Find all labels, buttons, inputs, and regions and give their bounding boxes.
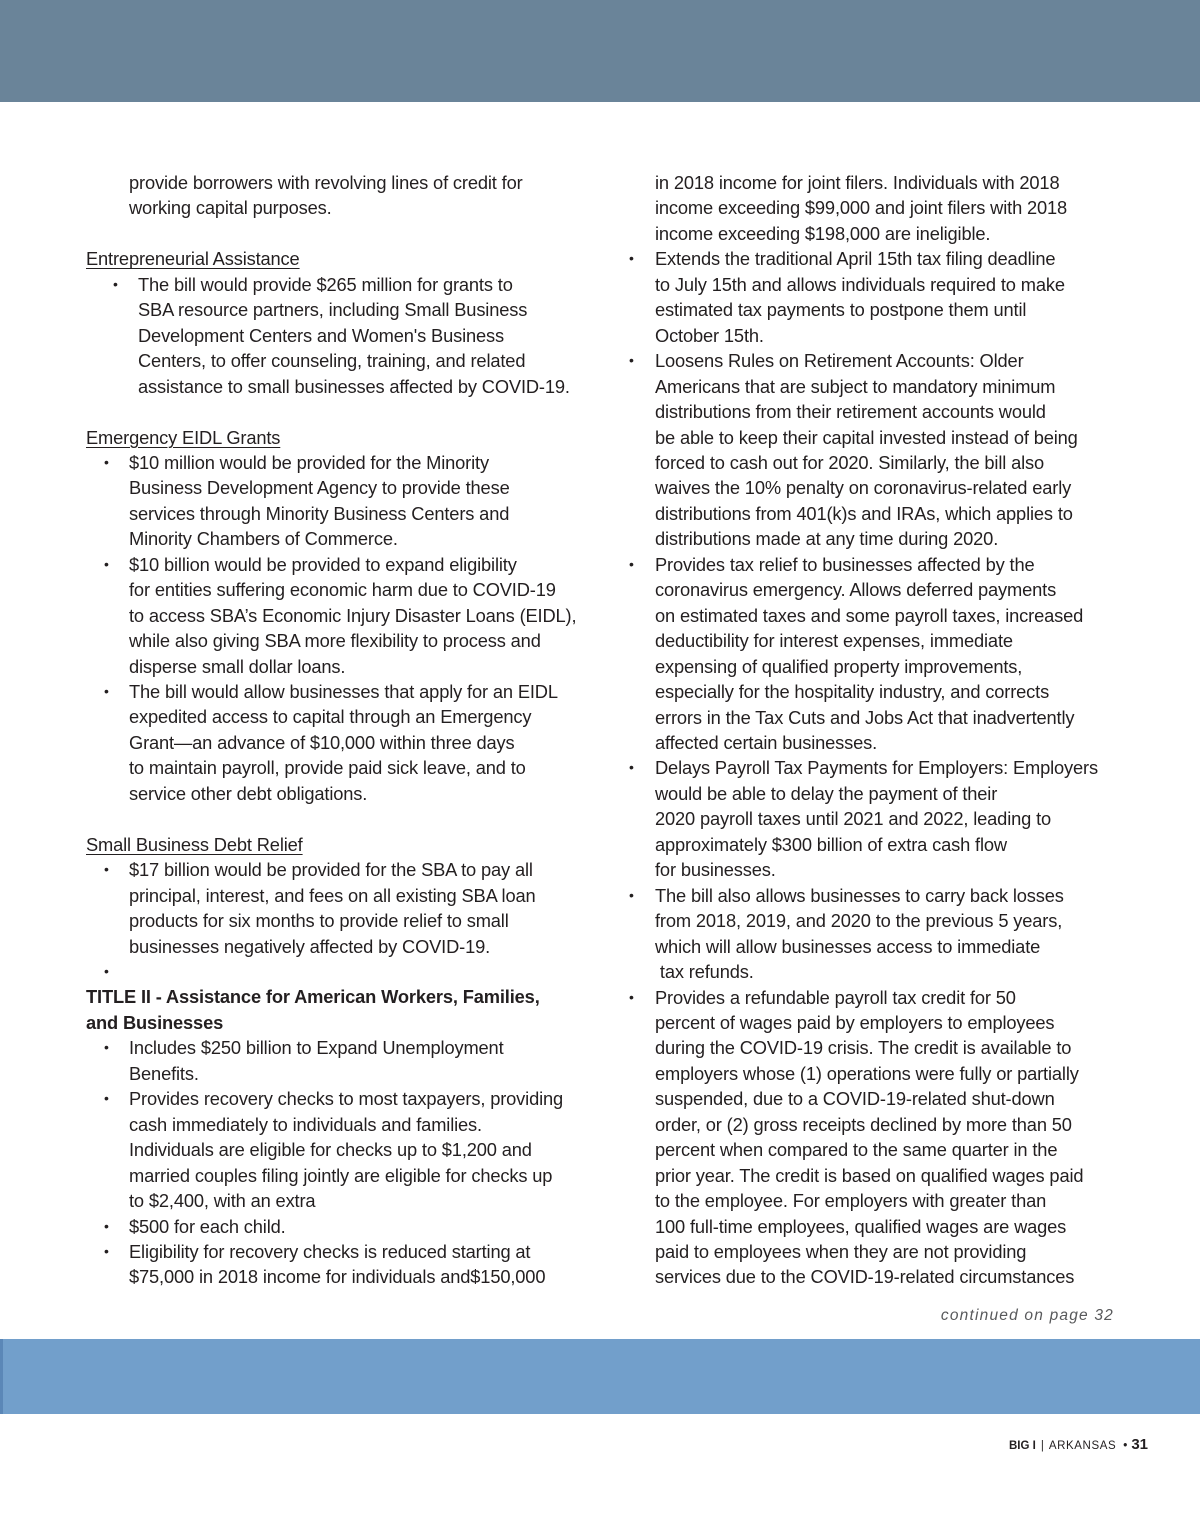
text-line: $500 for each child. (129, 1215, 286, 1237)
text-line: Business Development Agency to provide these (129, 477, 510, 499)
footer-state: ARKANSAS (1048, 1440, 1117, 1452)
text-line: services due to the COVID-19-related circumstances (655, 1266, 1075, 1288)
band-edge (0, 1339, 3, 1414)
bullet-icon: • (629, 352, 634, 369)
text-line: waives the 10% penalty on coronavirus-related early (655, 477, 1072, 499)
text-line: Development Centers and Women's Business (138, 324, 505, 346)
text-line: forced to cash out for 2020. Similarly, the bill also (655, 451, 1045, 473)
page-footer (1009, 1436, 1148, 1453)
text-line: percent of wages paid by employers to employees (655, 1011, 1055, 1033)
text-line: cash immediately to individuals and families. (129, 1113, 482, 1135)
left-intro-paragraph (86, 170, 606, 221)
bullet-icon: • (104, 1039, 109, 1056)
bullet-icon: • (104, 1242, 109, 1259)
text-line: errors in the Tax Cuts and Jobs Act that inadvertently (655, 706, 1075, 728)
text-line: employers whose (1) operations were fully or partially (655, 1062, 1079, 1084)
bullet-list (629, 246, 1122, 1290)
text-line: Americans that are subject to mandatory minimum (655, 375, 1056, 397)
text-line: affected certain businesses. (655, 731, 878, 753)
right-column (629, 170, 1122, 1290)
bullet-icon: • (629, 250, 634, 267)
bottom-decor-band (0, 1339, 1200, 1414)
text-line: approximately $300 billion of extra cash flow (655, 833, 1007, 855)
text-line: Individuals are eligible for checks up to $1,200 and (129, 1139, 532, 1161)
text-line: services through Minority Business Centers and (129, 502, 510, 524)
text-line: to the employee. For employers with greater than (655, 1190, 1047, 1212)
bullet-icon: • (629, 988, 634, 1005)
text-line: service other debt obligations. (129, 782, 368, 804)
bullet-icon: • (104, 1090, 109, 1107)
right-intro-paragraph (632, 170, 1122, 246)
list-item (86, 1035, 606, 1086)
text-line: coronavirus emergency. Allows deferred payments (655, 579, 1057, 601)
text-line: prior year. The credit is based on qualified wages paid (655, 1164, 1084, 1186)
text-line: and Businesses (86, 1011, 224, 1033)
text-line: on estimated taxes and some payroll taxes, increased (655, 604, 1084, 626)
section-heading-emergency-eidl-grants: Emergency EIDL Grants (86, 426, 281, 448)
text-line: Loosens Rules on Retirement Accounts: Older (655, 350, 1024, 372)
list-item (629, 755, 1122, 882)
text-line: Benefits. (129, 1062, 199, 1084)
text-line: to maintain payroll, provide paid sick leave, and to (129, 757, 526, 779)
text-line: income exceeding $198,000 are ineligible. (655, 222, 991, 244)
text-line: The bill would provide $265 million for grants to (138, 273, 513, 295)
text-line: especially for the hospitality industry, and corrects (655, 681, 1050, 703)
list-item (86, 552, 606, 679)
text-line: Eligibility for recovery checks is reduced starting at (129, 1240, 531, 1262)
list-item (629, 246, 1122, 348)
bullet-icon: • (104, 683, 109, 700)
text-line: $10 billion would be provided to expand eligibility (129, 553, 517, 575)
text-line: The bill would allow businesses that apply for an EIDL (129, 681, 558, 703)
section-heading-small-business-debt-relief: Small Business Debt Relief (86, 833, 303, 855)
bullet-icon: • (104, 1217, 109, 1234)
text-line: Provides a refundable payroll tax credit for 50 (655, 986, 1016, 1008)
text-line: 100 full-time employees, qualified wages are wages (655, 1215, 1067, 1237)
top-header-band (0, 0, 1200, 102)
text-line: assistance to small businesses affected by COVID-19. (138, 375, 570, 397)
text-line: $17 billion would be provided for the SBA to pay all (129, 859, 533, 881)
list-item (86, 1239, 606, 1290)
text-line: Provides recovery checks to most taxpayers, providing (129, 1088, 564, 1110)
text-line: Grant—an advance of $10,000 within three days (129, 731, 515, 753)
text-line: provide borrowers with revolving lines of credit for (129, 172, 523, 193)
text-line: expedited access to capital through an Emergency (129, 706, 532, 728)
bullet-icon: • (104, 555, 109, 572)
text-line: income exceeding $99,000 and joint filers with 2018 (655, 197, 1068, 219)
text-line: deductibility for interest expenses, immediate (655, 630, 1013, 652)
text-line: estimated tax payments to postpone them until (655, 299, 1027, 321)
text-line: to access SBA’s Economic Injury Disaster Loans (EIDL), (129, 604, 577, 626)
list-item (86, 1214, 606, 1239)
text-line: distributions made at any time during 2020. (655, 528, 999, 550)
text-line: would be able to delay the payment of their (655, 782, 998, 804)
text-line: Centers, to offer counseling, training, and related (138, 350, 526, 372)
bullet-icon: • (629, 555, 634, 572)
text-line: from 2018, 2019, and 2020 to the previous 5 years, (655, 910, 1063, 932)
text-line: 2020 payroll taxes until 2021 and 2022, leading to (655, 808, 1052, 830)
text-line: for entities suffering economic harm due to COVID-19 (129, 579, 556, 601)
bullet-icon: • (629, 886, 634, 903)
list-item (629, 348, 1122, 552)
text-line: Provides tax relief to businesses affected by the (655, 553, 1035, 575)
text-line: to July 15th and allows individuals required to make (655, 273, 1065, 295)
left-column (86, 170, 606, 1290)
list-item (86, 857, 606, 959)
text-line: working capital purposes. (129, 197, 332, 219)
text-line: order, or (2) gross receipts declined by more than 50 (655, 1113, 1072, 1135)
bullet-list (86, 450, 606, 806)
text-line: paid to employees when they are not providing (655, 1241, 1027, 1263)
text-line: products for six months to provide relief to small (129, 910, 509, 932)
text-line: Extends the traditional April 15th tax filing deadline (655, 248, 1056, 270)
text-line: disperse small dollar loans. (129, 655, 346, 677)
list-item-empty (86, 959, 606, 984)
list-item (629, 985, 1122, 1290)
title-ii-heading (86, 984, 606, 1035)
text-line: which will allow businesses access to immediate (655, 935, 1041, 957)
text-line: to $2,400, with an extra (129, 1190, 316, 1212)
bullet-list (86, 857, 606, 984)
list-item (86, 450, 606, 552)
text-line: expensing of qualified property improvements, (655, 655, 1023, 677)
text-line: suspended, due to a COVID-19-related shut-down (655, 1088, 1055, 1110)
text-line: distributions from their retirement accounts would (655, 401, 1046, 423)
text-line: TITLE II - Assistance for American Workers, Families, (86, 986, 540, 1008)
list-item (86, 272, 606, 399)
list-item (86, 679, 606, 806)
bullet-icon: • (104, 963, 109, 979)
text-line: in 2018 income for joint filers. Individuals with 2018 (655, 172, 1060, 193)
text-line: $10 million would be provided for the Minority (129, 451, 489, 473)
bullet-icon: • (104, 861, 109, 878)
text-line: SBA resource partners, including Small Business (138, 299, 528, 321)
text-line: Includes $250 billion to Expand Unemployment (129, 1037, 504, 1059)
bullet-icon: • (113, 275, 118, 292)
list-item (629, 883, 1122, 985)
bullet-icon: • (629, 759, 634, 776)
text-line: The bill also allows businesses to carry back losses (655, 884, 1064, 906)
text-line: tax refunds. (655, 961, 754, 983)
section-heading-entrepreneurial-assistance: Entrepreneurial Assistance (86, 248, 300, 270)
bullet-icon: • (104, 453, 109, 470)
text-line: married couples filing jointly are eligible for checks up (129, 1164, 553, 1186)
text-line: be able to keep their capital invested instead of being (655, 426, 1078, 448)
publication-name: BIG I (1009, 1440, 1036, 1452)
text-line: during the COVID-19 crisis. The credit is available to (655, 1037, 1072, 1059)
page-number: 31 (1131, 1436, 1148, 1453)
text-line: businesses negatively affected by COVID-19. (129, 935, 491, 957)
text-line: for businesses. (655, 859, 776, 881)
text-line: while also giving SBA more flexibility to process and (129, 630, 541, 652)
continued-on-page-note: continued on page 32 (940, 1307, 1114, 1324)
footer-dot-icon: • (1123, 1440, 1128, 1452)
text-line: $75,000 in 2018 income for individuals and$150,000 (129, 1266, 546, 1288)
bullet-list (86, 272, 606, 399)
footer-separator: | (1040, 1440, 1044, 1452)
text-line: October 15th. (655, 324, 764, 346)
list-item (86, 1086, 606, 1213)
text-line: principal, interest, and fees on all existing SBA loan (129, 884, 536, 906)
text-line: percent when compared to the same quarter in the (655, 1139, 1058, 1161)
text-line: distributions from 401(k)s and IRAs, which applies to (655, 502, 1073, 524)
bullet-list (86, 1035, 606, 1290)
text-line: Delays Payroll Tax Payments for Employers: Employers (655, 757, 1098, 779)
list-item (629, 552, 1122, 756)
text-line: Minority Chambers of Commerce. (129, 528, 398, 550)
